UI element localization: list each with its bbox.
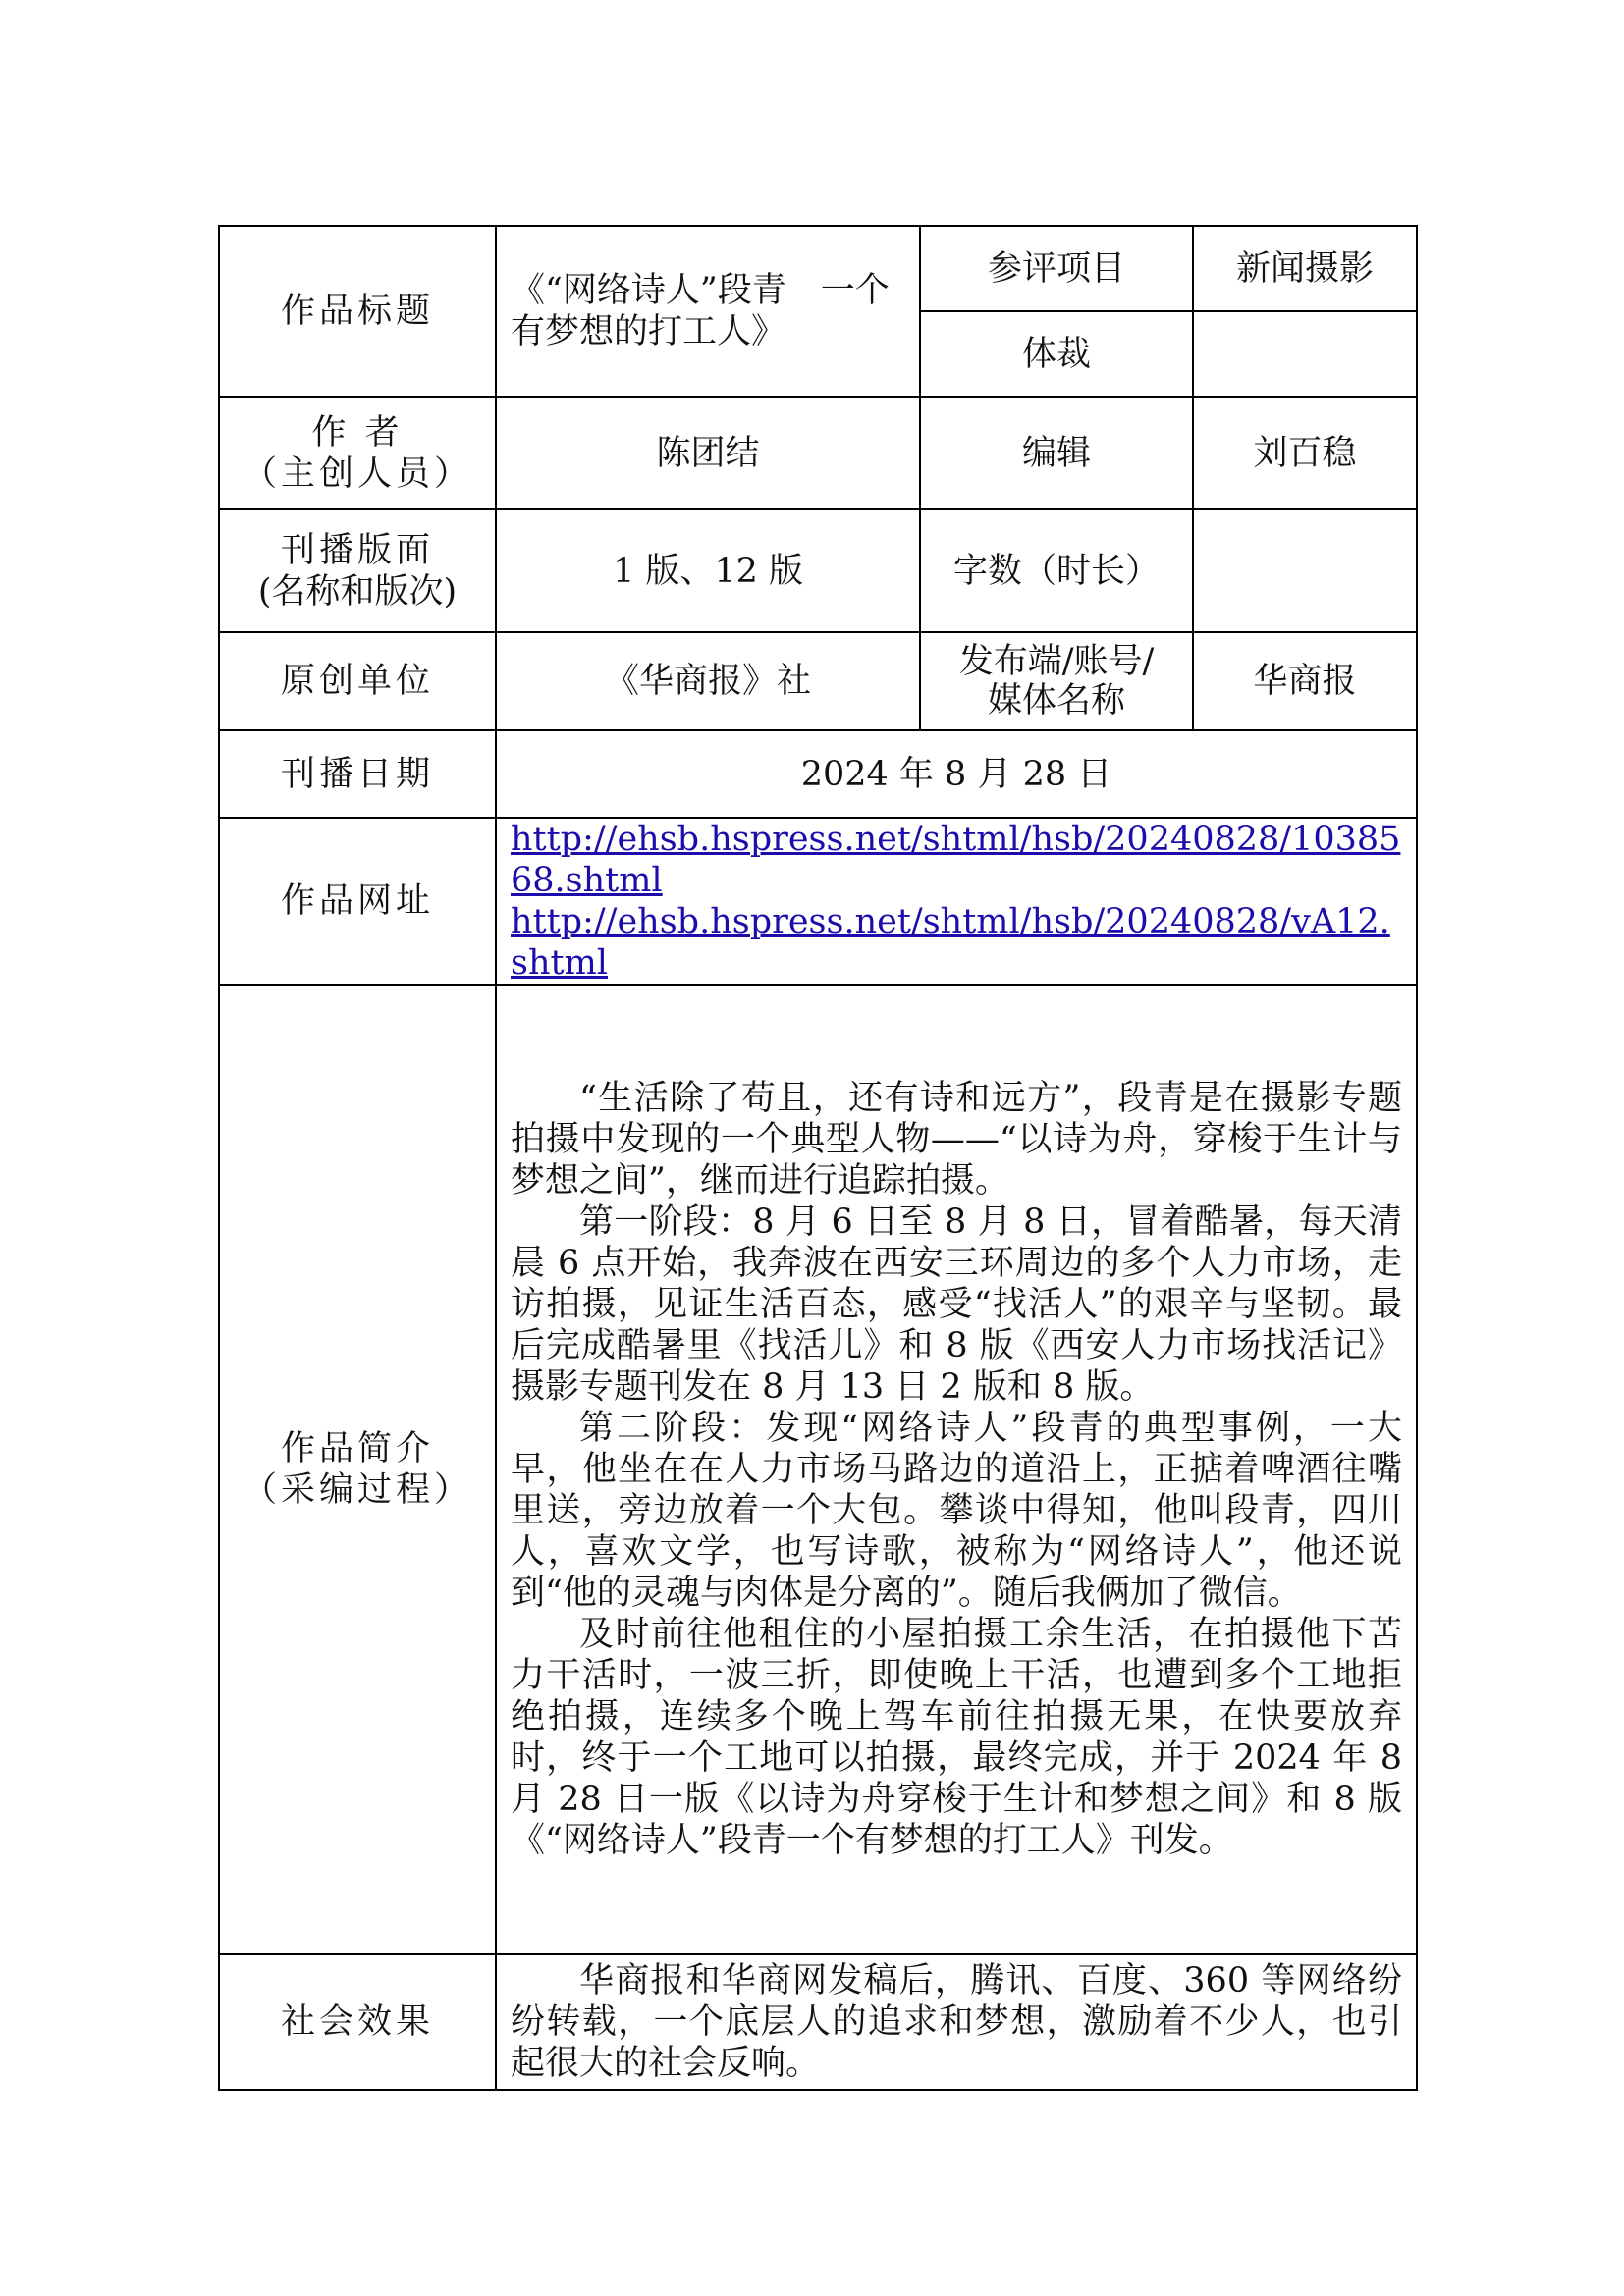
url-label: 作品网址 (219, 818, 496, 985)
effect-text-cell (496, 1954, 1417, 2090)
page-label (219, 509, 496, 632)
editor-label: 编辑 (920, 397, 1193, 509)
intro-label-line2: （采编过程） (242, 1470, 472, 1510)
editor-value: 刘百稳 (1193, 397, 1417, 509)
row-author-editor (219, 397, 1417, 509)
title-label: 作品标题 (219, 226, 496, 397)
unit-label: 原创单位 (219, 632, 496, 730)
row-date (219, 730, 1417, 818)
category-label: 参评项目 (920, 226, 1193, 311)
form-table (218, 225, 1418, 2091)
genre-label: 体裁 (920, 311, 1193, 397)
row-introduction (219, 985, 1417, 1954)
intro-label-line1: 作品简介 (280, 1429, 434, 1468)
genre-value (1193, 311, 1417, 397)
row-urls (219, 818, 1417, 985)
page-label-line1: 刊播版面 (280, 530, 434, 570)
category-value: 新闻摄影 (1193, 226, 1417, 311)
url-list (496, 818, 1417, 985)
author-label-line1: 作 者 (311, 412, 404, 453)
page-value: 1 版、12 版 (496, 509, 920, 632)
platform-label-line2: 媒体名称 (987, 681, 1125, 721)
date-label: 刊播日期 (219, 730, 496, 818)
wordcount-value (1193, 509, 1417, 632)
wordcount-label: 字数（时长） (920, 509, 1193, 632)
intro-text (496, 985, 1417, 1954)
work-url-2[interactable]: http://ehsb.hspress.net/shtml/hsb/20240828/vA12.shtml (511, 902, 1390, 983)
submission-form (218, 225, 1416, 2091)
platform-label (920, 632, 1193, 730)
work-url-1[interactable]: http://ehsb.hspress.net/shtml/hsb/20240828/1038568.shtml (511, 820, 1401, 900)
platform-value: 华商报 (1193, 632, 1417, 730)
intro-paragraph: “生活除了苟且，还有诗和远方”，段青是在摄影专题拍摄中发现的一个典型人物——“以诗为舟，穿梭于生计与梦想之间”，继而进行追踪拍摄。 (511, 1079, 1402, 1201)
intro-paragraph: 及时前往他租住的小屋拍摄工余生活，在拍摄他下苦力干活时，一波三折，即使晚上干活，也遭到多个工地拒绝拍摄，连续多个晚上驾车前往拍摄无果，在快要放弃时，终于一个工地可以拍摄，最终完成，并于 2024 年 8 月 28 日一版《以诗为舟穿梭于生计和梦想之间》和 8 版《“网络诗人”段青一个有梦想的打工人》刊发。 (511, 1615, 1402, 1860)
author-value: 陈团结 (496, 397, 920, 509)
row-unit-platform (219, 632, 1417, 730)
author-label-line2: （主创人员） (242, 454, 472, 494)
effect-label: 社会效果 (219, 1954, 496, 2090)
intro-paragraph: 第二阶段：发现“网络诗人”段青的典型事例，一大早，他坐在在人力市场马路边的道沿上，正掂着啤酒往嘴里送，旁边放着一个大包。攀谈中得知，他叫段青，四川人，喜欢文学，也写诗歌，被称为“网络诗人”，他还说到“他的灵魂与肉体是分离的”。随后我俩加了微信。 (511, 1409, 1402, 1613)
row-social-effect (219, 1954, 1417, 2090)
row-page-wordcount (219, 509, 1417, 632)
date-value: 2024 年 8 月 28 日 (496, 730, 1417, 818)
platform-label-line1: 发布端/账号/ (958, 642, 1155, 681)
unit-value: 《华商报》社 (496, 632, 920, 730)
page-label-line2: (名称和版次) (257, 571, 458, 612)
row-title-category (219, 226, 1417, 311)
title-value: 《“网络诗人”段青 一个有梦想的打工人》 (496, 226, 920, 397)
author-label (219, 397, 496, 509)
effect-text: 华商报和华商网发稿后，腾讯、百度、360 等网络纷纷转载，一个底层人的追求和梦想，激励着不少人，也引起很大的社会反响。 (511, 1961, 1402, 2083)
intro-paragraph: 第一阶段：8 月 6 日至 8 月 8 日，冒着酷暑，每天清晨 6 点开始，我奔波在西安三环周边的多个人力市场，走访拍摄，见证生活百态，感受“找活人”的艰辛与坚韧。最后完成酷暑里《找活儿》和 8 版《西安人力市场找活记》摄影专题刊发在 8 月 13 日 2 版和 8 版。 (511, 1202, 1402, 1407)
intro-label (219, 985, 496, 1954)
